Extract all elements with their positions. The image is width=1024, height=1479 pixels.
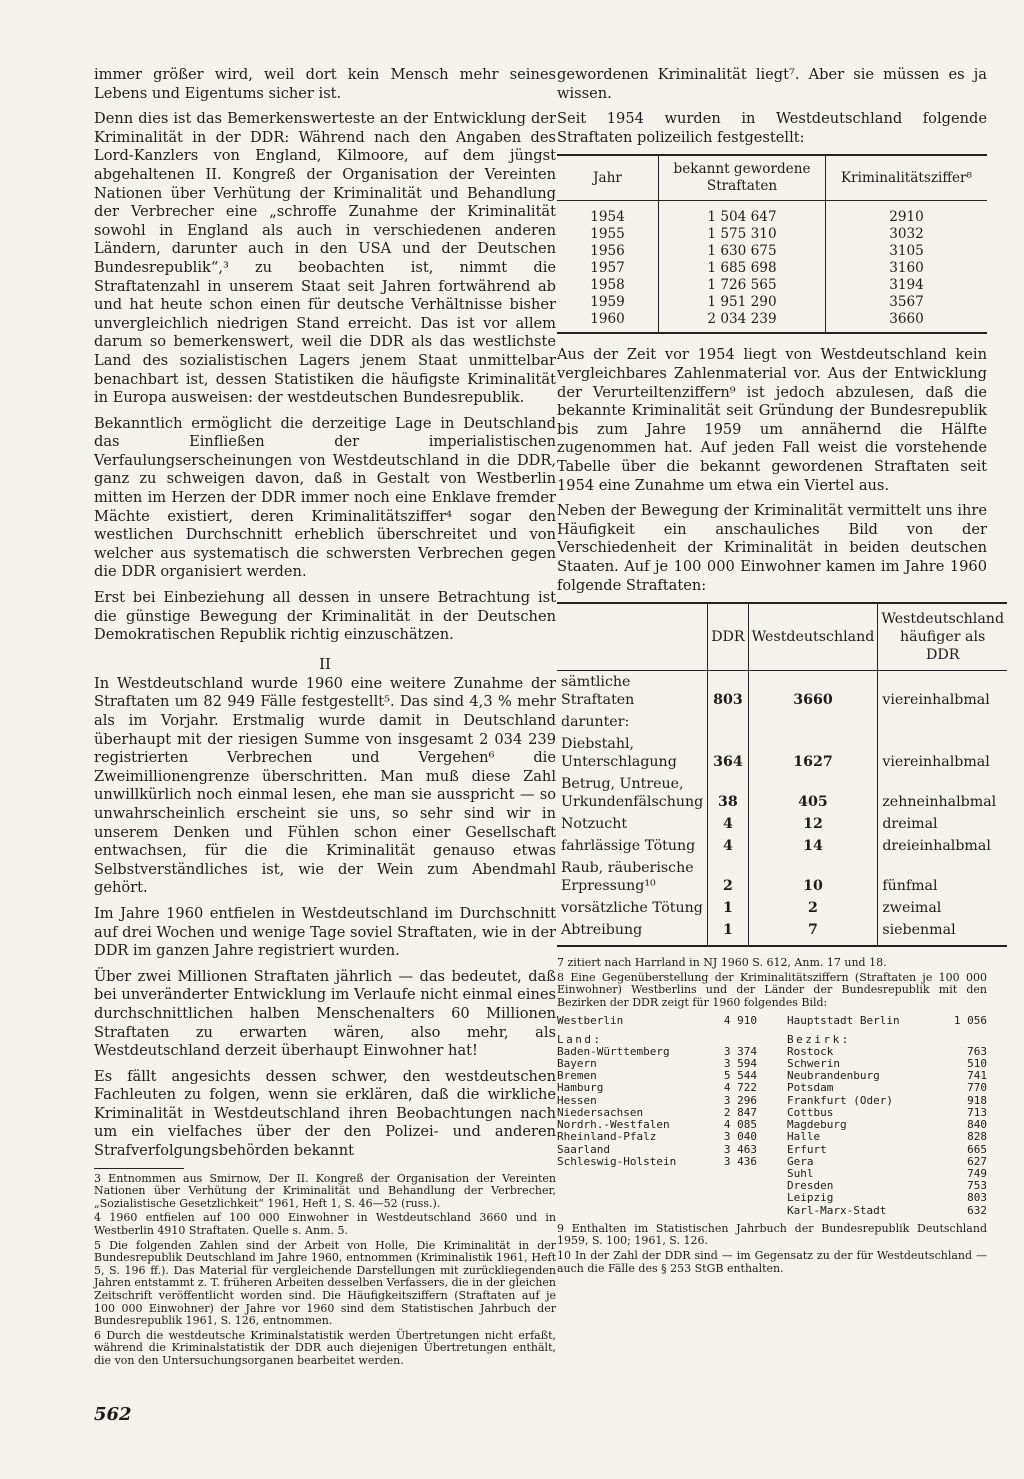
list-item	[787, 1144, 987, 1156]
table-cell: 3194	[826, 277, 988, 294]
region-name: Hessen	[557, 1093, 597, 1107]
table-cell: 3567	[826, 294, 988, 311]
page-number: 562	[94, 1404, 132, 1425]
table-cell: fahrlässige Tötung	[561, 838, 696, 855]
table-cell: 2	[708, 857, 748, 897]
list-item	[557, 1082, 757, 1094]
region-value: 770	[967, 1081, 987, 1095]
table-row	[557, 813, 1007, 835]
paragraph: immer größer wird, weil dort kein Mensch mehr seines Lebens und Eigentums sicher ist.	[94, 66, 556, 102]
region-name: Bayern	[557, 1057, 597, 1071]
table-cell: dreieinhalbmal	[878, 835, 1007, 857]
region-name: Hauptstadt Berlin	[787, 1014, 900, 1028]
list-item	[557, 1144, 757, 1156]
table-row	[557, 294, 987, 311]
region-value: 4 910	[723, 1014, 757, 1028]
table-cell: siebenmal	[878, 919, 1007, 946]
footnote: 3 Entnommen aus Smirnow, Der II. Kongreß der Organisation der Vereinten Nationen über Verhütung der Kriminalität und Behandlung der Verbrecher, „Sozialistische Gesetzlichkeit“ 1961, Heft 1, S. 46—52 (russ.).	[94, 1171, 556, 1210]
footnote: 5 Die folgenden Zahlen sind der Arbeit von Holle, Die Kriminalität in der Bundesrepublik Deutschland im Jahre 1960, entnommen (Kriminalistik 1961, Heft 5, S. 196 ff.). Das Material für vergleichende Darstellungen mit zurückliegenden Jahren entstammt z. T. früheren Arbeiten desselben Verfassers, die in der gleichen Zeitschrift veröffentlicht worden sind. Die Häufigkeitsziffern (Straftaten auf je 100 000 Einwohner) der Jahre vor 1960 sind dem Statistischen Jahrbuch der Bundesrepublik 1961, S. 126, entnommen.	[94, 1238, 556, 1328]
region-name: Baden-Württemberg	[557, 1044, 670, 1058]
region-value: 2 847	[723, 1105, 757, 1119]
table-cell: zehneinhalbmal	[878, 773, 1007, 813]
table-header-row	[557, 603, 1007, 671]
table-cell: 3105	[826, 243, 988, 260]
region-name: Karl-Marx-Stadt	[787, 1203, 887, 1217]
list-item	[787, 1205, 987, 1217]
table-cell: 803	[708, 671, 748, 712]
table-cell: vorsätzliche Tötung	[561, 900, 703, 917]
table-cell: fünfmal	[878, 857, 1007, 897]
list-item	[557, 1015, 757, 1027]
table-row	[557, 711, 1007, 733]
table-row	[557, 311, 987, 333]
region-name: Neubrandenburg	[787, 1069, 880, 1083]
region-value: 753	[967, 1179, 987, 1193]
land-heading: Land:	[557, 1032, 603, 1046]
paragraph: Im Jahre 1960 entfielen in Westdeutschland im Durchschnitt auf drei Wochen und wenige Tage soviel Straftaten, wie in der DDR im ganzen Jahre registriert wurden.	[94, 904, 556, 960]
region-value: 4 085	[723, 1118, 757, 1132]
list-item	[557, 1131, 757, 1143]
region-value: 665	[967, 1142, 987, 1156]
paragraph: Über zwei Millionen Straftaten jährlich — das bedeutet, daß bei unveränderter Entwicklung im Verlaufe nicht einmal eines durchschnittlichen halben Menschenalters 60 Millionen Straftaten zu erwarten wären, also mehr, als Westdeutschland derzeit überhaupt Einwohner hat!	[94, 967, 556, 1060]
paragraph: Erst bei Einbeziehung all dessen in unsere Betrachtung ist die günstige Bewegung der Kriminalität in der Deutschen Demokratischen Republik richtig einzuschätzen.	[94, 589, 556, 644]
table-cell: 405	[748, 773, 878, 813]
region-value: 5 544	[723, 1069, 757, 1083]
list-item	[787, 1131, 987, 1143]
table-row	[557, 773, 1007, 813]
table-cell: 4	[708, 835, 748, 857]
footnote: 9 Enthalten im Statistischen Jahrbuch der Bundesrepublik Deutschland 1959, S. 100; 1961, S. 126.	[557, 1221, 987, 1248]
footnote: 6 Durch die westdeutsche Kriminalstatistik werden Übertretungen nicht erfaßt, während die Kriminalstatistik der DDR auch diejenigen Übertretungen enthält, die von den Untersuchungsorganen bearbeitet werden.	[94, 1328, 556, 1367]
region-name: Suhl	[787, 1166, 814, 1180]
region-value: 749	[967, 1166, 987, 1180]
district-rates	[557, 1015, 987, 1216]
bezirk-heading: Bezirk:	[787, 1032, 851, 1046]
region-value: 632	[967, 1203, 987, 1217]
table-row	[557, 671, 1007, 712]
table-cell: 1 951 290	[659, 294, 826, 311]
region-name: Saarland	[557, 1142, 610, 1156]
table-cell: dreimal	[878, 813, 1007, 835]
region-name: Leipzig	[787, 1191, 834, 1205]
table-cell: 1954	[590, 209, 625, 226]
table-row	[557, 243, 987, 260]
table-cell: 2910	[826, 201, 988, 227]
table-cell: viereinhalbmal	[878, 671, 1007, 712]
region-name: Niedersachsen	[557, 1105, 644, 1119]
table-cell: 3660	[826, 311, 988, 333]
table-cell: 1 685 698	[659, 260, 826, 277]
table-cell: Betrug, Untreue, Urkundenfälschung	[561, 776, 704, 811]
table-row	[557, 733, 1007, 773]
region-name: Westberlin	[557, 1014, 624, 1028]
right-column	[557, 66, 1005, 1277]
paragraph: Neben der Bewegung der Kriminalität vermittelt uns ihre Häufigkeit ein anschauliches Bild von der Verschiedenheit der Kriminalität in beiden deutschen Staaten. Auf je 100 000 Einwohner kamen im Jahre 1960 folgende Straftaten:	[557, 502, 987, 594]
region-value: 510	[967, 1057, 987, 1071]
table-row	[557, 857, 1007, 897]
list-item	[787, 1082, 987, 1094]
table-cell: 3032	[826, 226, 988, 243]
region-name: Nordrh.-Westfalen	[557, 1118, 670, 1132]
region-name: Magdeburg	[787, 1118, 847, 1132]
region-name: Halle	[787, 1130, 821, 1144]
table-cell: Notzucht	[561, 816, 628, 833]
column-header	[557, 603, 708, 671]
table-cell: viereinhalbmal	[878, 733, 1007, 773]
table-cell: Abtreibung	[557, 919, 708, 946]
region-name: Dresden	[787, 1179, 834, 1193]
left-column	[94, 66, 556, 1370]
table-row	[557, 277, 987, 294]
table-cell: 364	[708, 733, 748, 773]
region-value: 713	[967, 1105, 987, 1119]
region-value: 803	[967, 1191, 987, 1205]
table-cell: 1 504 647	[659, 201, 826, 227]
region-value: 3 040	[723, 1130, 757, 1144]
column-header: DDR	[708, 603, 748, 671]
bezirke-column	[787, 1015, 987, 1216]
table-cell: 12	[748, 813, 878, 835]
column-header: Westdeutschland häufiger als DDR	[878, 603, 1007, 671]
region-value: 918	[967, 1093, 987, 1107]
table-row	[557, 226, 987, 243]
table-cell	[748, 711, 878, 733]
table-cell: 4	[708, 813, 748, 835]
region-name: Hamburg	[557, 1081, 604, 1095]
column-header: Westdeutschland	[748, 603, 878, 671]
crime-by-year-table	[557, 154, 987, 334]
table-cell: 1960	[557, 311, 659, 333]
crime-comparison-table	[557, 602, 1007, 947]
table-cell: 1958	[590, 277, 625, 294]
region-value: 627	[967, 1154, 987, 1168]
table-cell: sämtliche Straftaten	[561, 674, 635, 709]
column-header: Kriminalitätsziffer⁸	[826, 155, 988, 201]
region-value: 3 296	[723, 1093, 757, 1107]
section-heading: II	[319, 654, 331, 673]
table-row	[557, 260, 987, 277]
region-name: Rheinland-Pfalz	[557, 1130, 657, 1144]
paragraph: Denn dies ist das Bemerkenswerteste an der Entwicklung der Kriminalität in der DDR: Während nach den Angaben des Lord-Kanzlers von England, Kilmoore, auf dem jüngst abgehaltenen II. Kongreß der Organisation der Vereinten Nationen über Verhütung der Kriminalität und Behandlung der Verbrecher eine „schroffe Zunahme der Kriminalität sowohl in England als auch in verschiedenen anderen Ländern, darunter auch in den USA und der Deutschen Bundesrepublik“,³ zu beobachten ist, nimmt die Straftatenzahl in unserem Staat seit Jahren fortwährend ab und hat heute schon einen für deutsche Verhältnisse bisher unvergleichlich niedrigen Stand erreicht. Das ist vor allem darum so bemerkenswert, weil die DDR als das westlichste Land des sozialistischen Lagers jenem Staat unmittelbar benachbart ist, dessen Statistiken die häufigste Kriminalität in Europa ausweisen: der westdeutschen Bundesrepublik.	[94, 110, 556, 407]
region-name: Potsdam	[787, 1081, 834, 1095]
table-cell: 1	[708, 919, 748, 946]
region-value: 4 722	[723, 1081, 757, 1095]
paragraph: Bekanntlich ermöglicht die derzeitige Lage in Deutschland das Einfließen der imperialistischen Verfaulungserscheinungen von Westdeutschland in die DDR, ganz zu schweigen davon, daß in Gestalt von Westberlin mitten im Herzen der DDR immer noch eine Enklave fremder Mächte existiert, deren Kriminalitätsziffer⁴ sogar den westlichen Durchschnitt erheblich überschreitet und von welcher aus systematisch die schwersten Verbrechen gegen die DDR organisiert werden.	[94, 414, 556, 581]
region-name: Schwerin	[787, 1057, 840, 1071]
list-item	[557, 1156, 757, 1168]
region-value: 763	[967, 1044, 987, 1058]
region-name: Frankfurt (Oder)	[787, 1093, 893, 1107]
paragraph: gewordenen Kriminalität liegt⁷. Aber sie müssen es ja wissen.	[557, 66, 987, 102]
table-cell: 1956	[590, 243, 625, 260]
region-name: Erfurt	[787, 1142, 827, 1156]
table-cell: 10	[748, 857, 878, 897]
footnote: 7 zitiert nach Harrland in NJ 1960 S. 612, Anm. 17 und 18.	[557, 956, 887, 970]
region-value: 3 463	[723, 1142, 757, 1156]
table-row	[557, 919, 1007, 946]
region-value: 1 056	[953, 1014, 987, 1028]
table-cell: 1	[708, 897, 748, 919]
region-value: 840	[967, 1118, 987, 1132]
table-cell	[708, 711, 748, 733]
table-cell: 1957	[590, 260, 625, 277]
region-value: 741	[967, 1069, 987, 1083]
table-cell: 1959	[590, 294, 625, 311]
table-cell: darunter:	[561, 714, 630, 731]
footnote: 8 Eine Gegenüberstellung der Kriminalitätsziffern (Straftaten je 100 000 Einwohner) Westberlins und der Länder der Bundesrepublik mit den Bezirken der DDR zeigt für 1960 folgendes Bild:	[557, 970, 987, 1009]
table-cell: 1 726 565	[659, 277, 826, 294]
region-value: 3 436	[723, 1154, 757, 1168]
table-cell: 14	[748, 835, 878, 857]
laender-column	[557, 1015, 757, 1216]
region-value: 828	[967, 1130, 987, 1144]
list-item	[787, 1156, 987, 1168]
region-value: 3 374	[723, 1044, 757, 1058]
list-item	[787, 1192, 987, 1204]
footnote: 10 In der Zahl der DDR sind — im Gegensatz zu der für Westdeutschland — auch die Fälle des § 253 StGB enthalten.	[557, 1248, 987, 1275]
column-header: Jahr	[557, 155, 659, 201]
region-name: Rostock	[787, 1044, 834, 1058]
table-cell: 1 630 675	[659, 243, 826, 260]
table-cell: Diebstahl, Unterschlagung	[561, 736, 677, 771]
table-cell: zweimal	[878, 897, 1007, 919]
paragraph: Es fällt angesichts dessen schwer, den westdeutschen Fachleuten zu folgen, wenn sie erklären, daß die wirkliche Kriminalität in Westdeutschland ihren Beobachtungen nach um ein vielfaches über der den Polizei- und anderen Strafverfolgungsbehörden bekannt	[94, 1067, 556, 1160]
footnote-divider	[94, 1168, 184, 1169]
table-cell: Raub, räuberische Erpressung¹⁰	[561, 860, 694, 895]
table-cell: 1 575 310	[659, 226, 826, 243]
paragraph: Seit 1954 wurden in Westdeutschland folgende Straftaten polizeilich festgestellt:	[557, 110, 987, 146]
paragraph: In Westdeutschland wurde 1960 eine weitere Zunahme der Straftaten um 82 949 Fälle festgestellt⁵. Das sind 4,3 % mehr als im Vorjahr. Erstmalig wurde damit in Deutschland überhaupt mit der riesigen Summe von insgesamt 2 034 239 registrierten Verbrechen und Vergehen⁶ die Zweimillionengrenze überschritten. Man muß diese Zahl unwillkürlich noch einmal lesen, ehe man sie ausspricht — so unwahrscheinlich erscheint sie uns, so sehr sind wir in unserem Denken und Fühlen schon einer Gesellschaft entwachsen, für die die Kriminalität genauso etwas Selbstverständliches ist, wie der Wein zum Abendmahl gehört.	[94, 674, 556, 897]
paragraph: Aus der Zeit vor 1954 liegt von Westdeutschland kein vergleichbares Zahlenmaterial vor. Aus der Entwicklung der Verurteiltenziffern⁹ ist jedoch abzulesen, daß die bekannte Kriminalität seit Gründung der Bundesrepublik bis zum Jahre 1959 um annähernd die Hälfte zugenommen hat. Auf jeden Fall weist die vorstehende Tabelle über die bekannt gewordenen Straftaten seit 1954 eine Zunahme um etwa ein Viertel aus.	[557, 346, 987, 494]
table-cell: 38	[708, 773, 748, 813]
table-cell: 2 034 239	[659, 311, 826, 333]
table-row	[557, 897, 1007, 919]
table-cell: 1627	[748, 733, 878, 773]
region-name: Schleswig-Holstein	[557, 1154, 677, 1168]
region-name: Bremen	[557, 1069, 597, 1083]
table-cell: 3660	[748, 671, 878, 712]
table-cell: 2	[748, 897, 878, 919]
table-header-row	[557, 155, 987, 201]
table-cell	[878, 711, 1007, 733]
column-header: bekannt gewordene Straftaten	[659, 155, 826, 201]
region-name: Gera	[787, 1154, 814, 1168]
table-cell: 7	[748, 919, 878, 946]
footnote: 4 1960 entfielen auf 100 000 Einwohner in Westdeutschland 3660 und in Westberlin 4910 Straftaten. Quelle s. Anm. 5.	[94, 1211, 556, 1238]
region-value: 3 594	[723, 1057, 757, 1071]
table-row	[557, 201, 987, 227]
table-row	[557, 835, 1007, 857]
list-item	[787, 1015, 987, 1027]
table-cell: 1955	[590, 226, 625, 243]
region-name: Cottbus	[787, 1105, 834, 1119]
table-cell: 3160	[826, 260, 988, 277]
